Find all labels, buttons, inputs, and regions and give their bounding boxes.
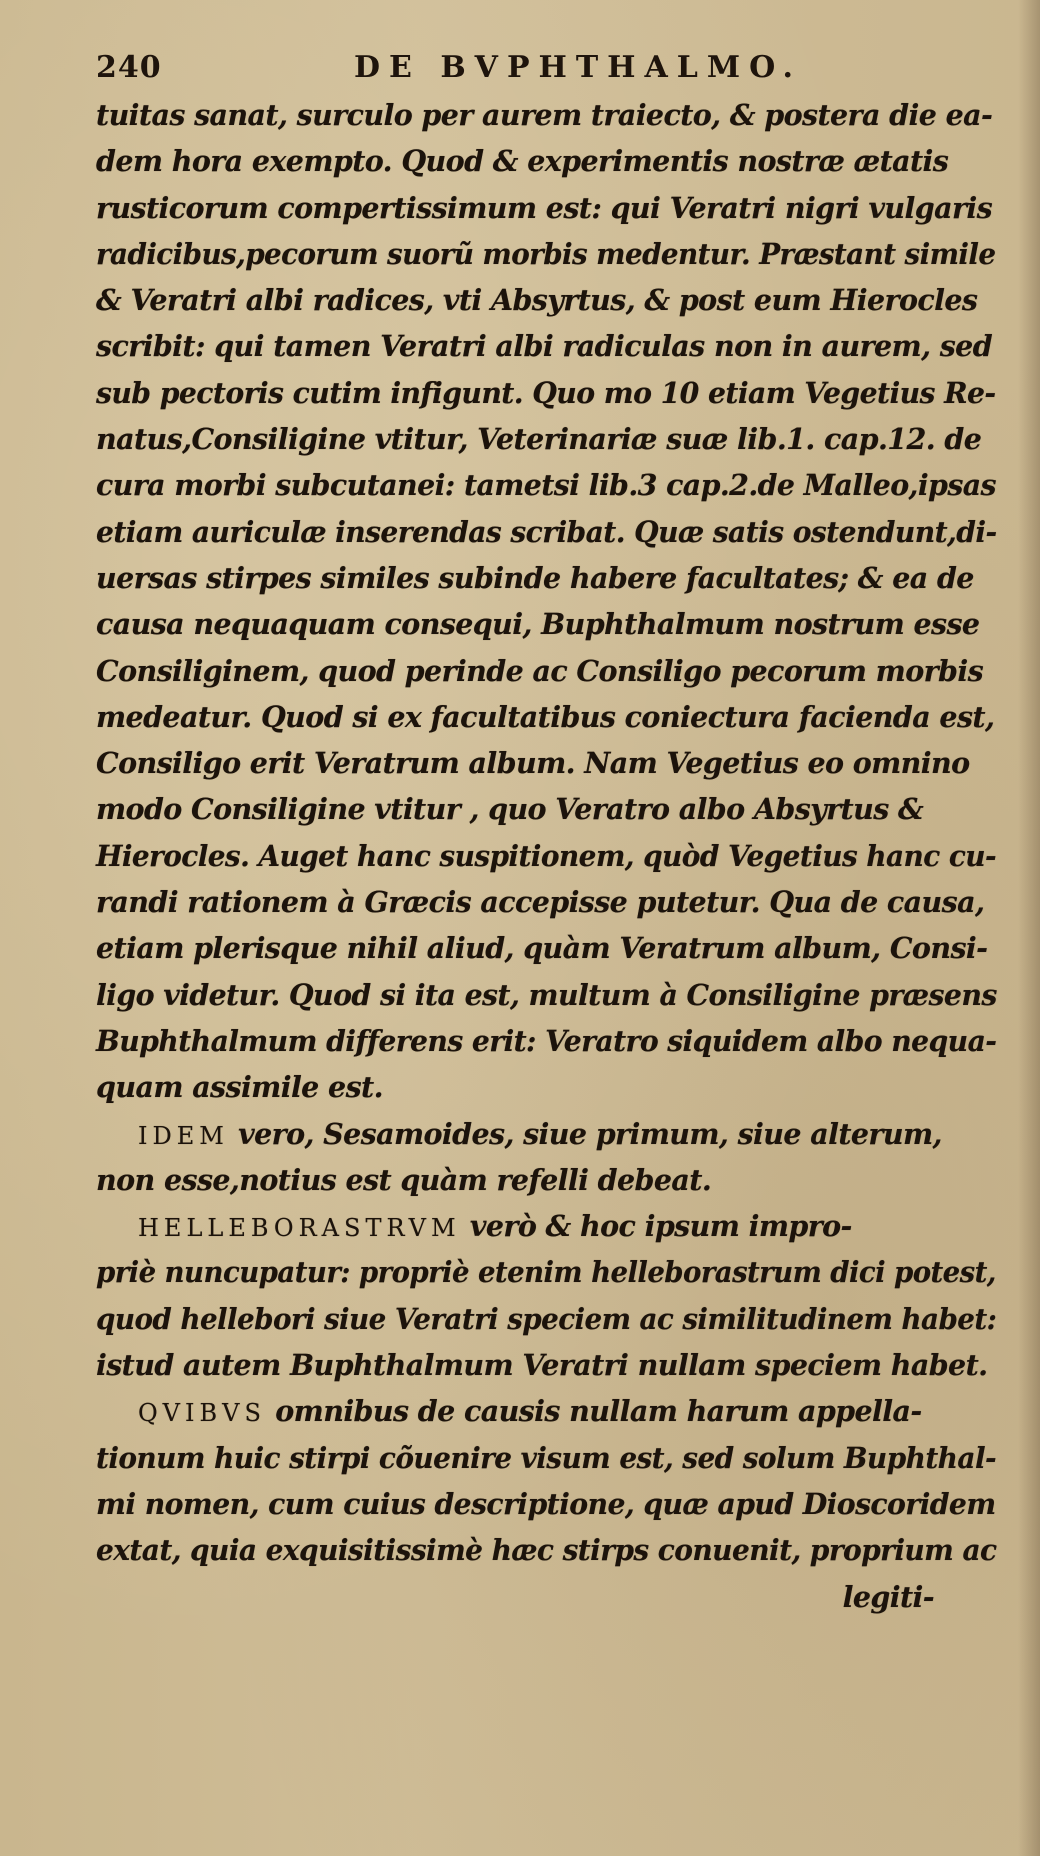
small-caps-initial: QVIBVS <box>138 1399 266 1428</box>
text-line: scribit: qui tamen Veratri albi radiculas non in aurem, sed <box>96 329 993 364</box>
text-line: quam assimile est. <box>96 1070 383 1105</box>
text-line: extat, quia exquisitissimè hæc stirps conuenit, proprium ac <box>96 1533 997 1568</box>
body-text <box>96 92 996 1620</box>
text-line: non esse,notius est quàm refelli debeat. <box>96 1162 712 1197</box>
text-line: Consiligo erit Veratrum album. Nam Vegetius eo omnino <box>96 746 970 781</box>
text-line: etiam plerisque nihil aliud, quàm Veratrum album, Consi- <box>96 931 988 966</box>
text-line: uersas stirpes similes subinde habere facultates; & ea de <box>96 560 974 595</box>
text-line: Buphthalmum differens erit: Veratro siquidem albo nequa- <box>96 1023 997 1058</box>
text-line: medeatur. Quod si ex facultatibus coniectura facienda est, <box>96 699 995 734</box>
text-line: omnibus de causis nullam harum appella- <box>275 1394 922 1429</box>
paragraph-quibus <box>96 1388 996 1434</box>
text-line: tuitas sanat, surculo per aurem traiecto, & postera die ea- <box>96 98 993 132</box>
text-line: cura morbi subcutanei: tametsi lib.3 cap.2.de Malleo,ipsas <box>96 468 996 503</box>
text-line: verò & hoc ipsum impro- <box>469 1209 852 1244</box>
text-line: quod hellebori siue Veratri speciem ac similitudinem habet: <box>96 1301 997 1336</box>
text-line: Hierocles. Auget hanc suspitionem, quòd Vegetius hanc cu- <box>96 838 997 873</box>
paragraph-helleborastrum <box>96 1203 996 1249</box>
text-line: istud autem Buphthalmum Veratri nullam speciem habet. <box>96 1348 988 1383</box>
small-caps-initial: IDEM <box>138 1121 229 1150</box>
text-line: causa nequaquam consequi, Buphthalmum nostrum esse <box>96 607 980 642</box>
small-caps-initial: HELLEBORASTRVM <box>138 1214 461 1243</box>
page-header <box>96 50 976 94</box>
text-line: priè nuncupatur: propriè etenim helleborastrum dici potest, <box>96 1255 996 1290</box>
text-line: dem hora exempto. Quod & experimentis nostræ ætatis <box>96 144 949 179</box>
text-line: & Veratri albi radices, vti Absyrtus, & post eum Hierocles <box>96 283 978 318</box>
text-line: modo Consiligine vtitur , quo Veratro albo Absyrtus & <box>96 792 924 827</box>
page-edge-shadow <box>1018 0 1040 1856</box>
text-line: etiam auriculæ inserendas scribat. Quæ satis ostendunt,di- <box>96 514 997 549</box>
text-line: natus,Consiligine vtitur, Veterinariæ suæ lib.1. cap.12. de <box>96 422 982 457</box>
catchword: legiti- <box>842 1579 934 1614</box>
text-line: vero, Sesamoides, siue primum, siue alterum, <box>238 1116 942 1151</box>
text-line: mi nomen, cum cuius descriptione, quæ apud Dioscoridem <box>96 1486 996 1521</box>
text-line: Consiliginem, quod perinde ac Consiligo pecorum morbis <box>96 653 984 688</box>
text-line: tionum huic stirpi cõuenire visum est, sed solum Buphthal- <box>96 1440 996 1475</box>
text-line: sub pectoris cutim infigunt. Quo mo 10 etiam Vegetius Re- <box>96 375 996 410</box>
text-line: randi rationem à Græcis accepisse putetur. Qua de causa, <box>96 885 985 920</box>
text-line: rusticorum compertissimum est: qui Veratri nigri vulgaris <box>96 190 993 225</box>
running-head: DE BVPHTHALMO. <box>354 50 802 85</box>
text-line: radicibus,pecorum suorũ morbis medentur. Præstant simile <box>96 236 996 271</box>
text-line: ligo videtur. Quod si ita est, multum à Consiligine præsens <box>96 977 997 1012</box>
paragraph-idem <box>96 1111 996 1157</box>
page-number: 240 <box>96 50 162 85</box>
